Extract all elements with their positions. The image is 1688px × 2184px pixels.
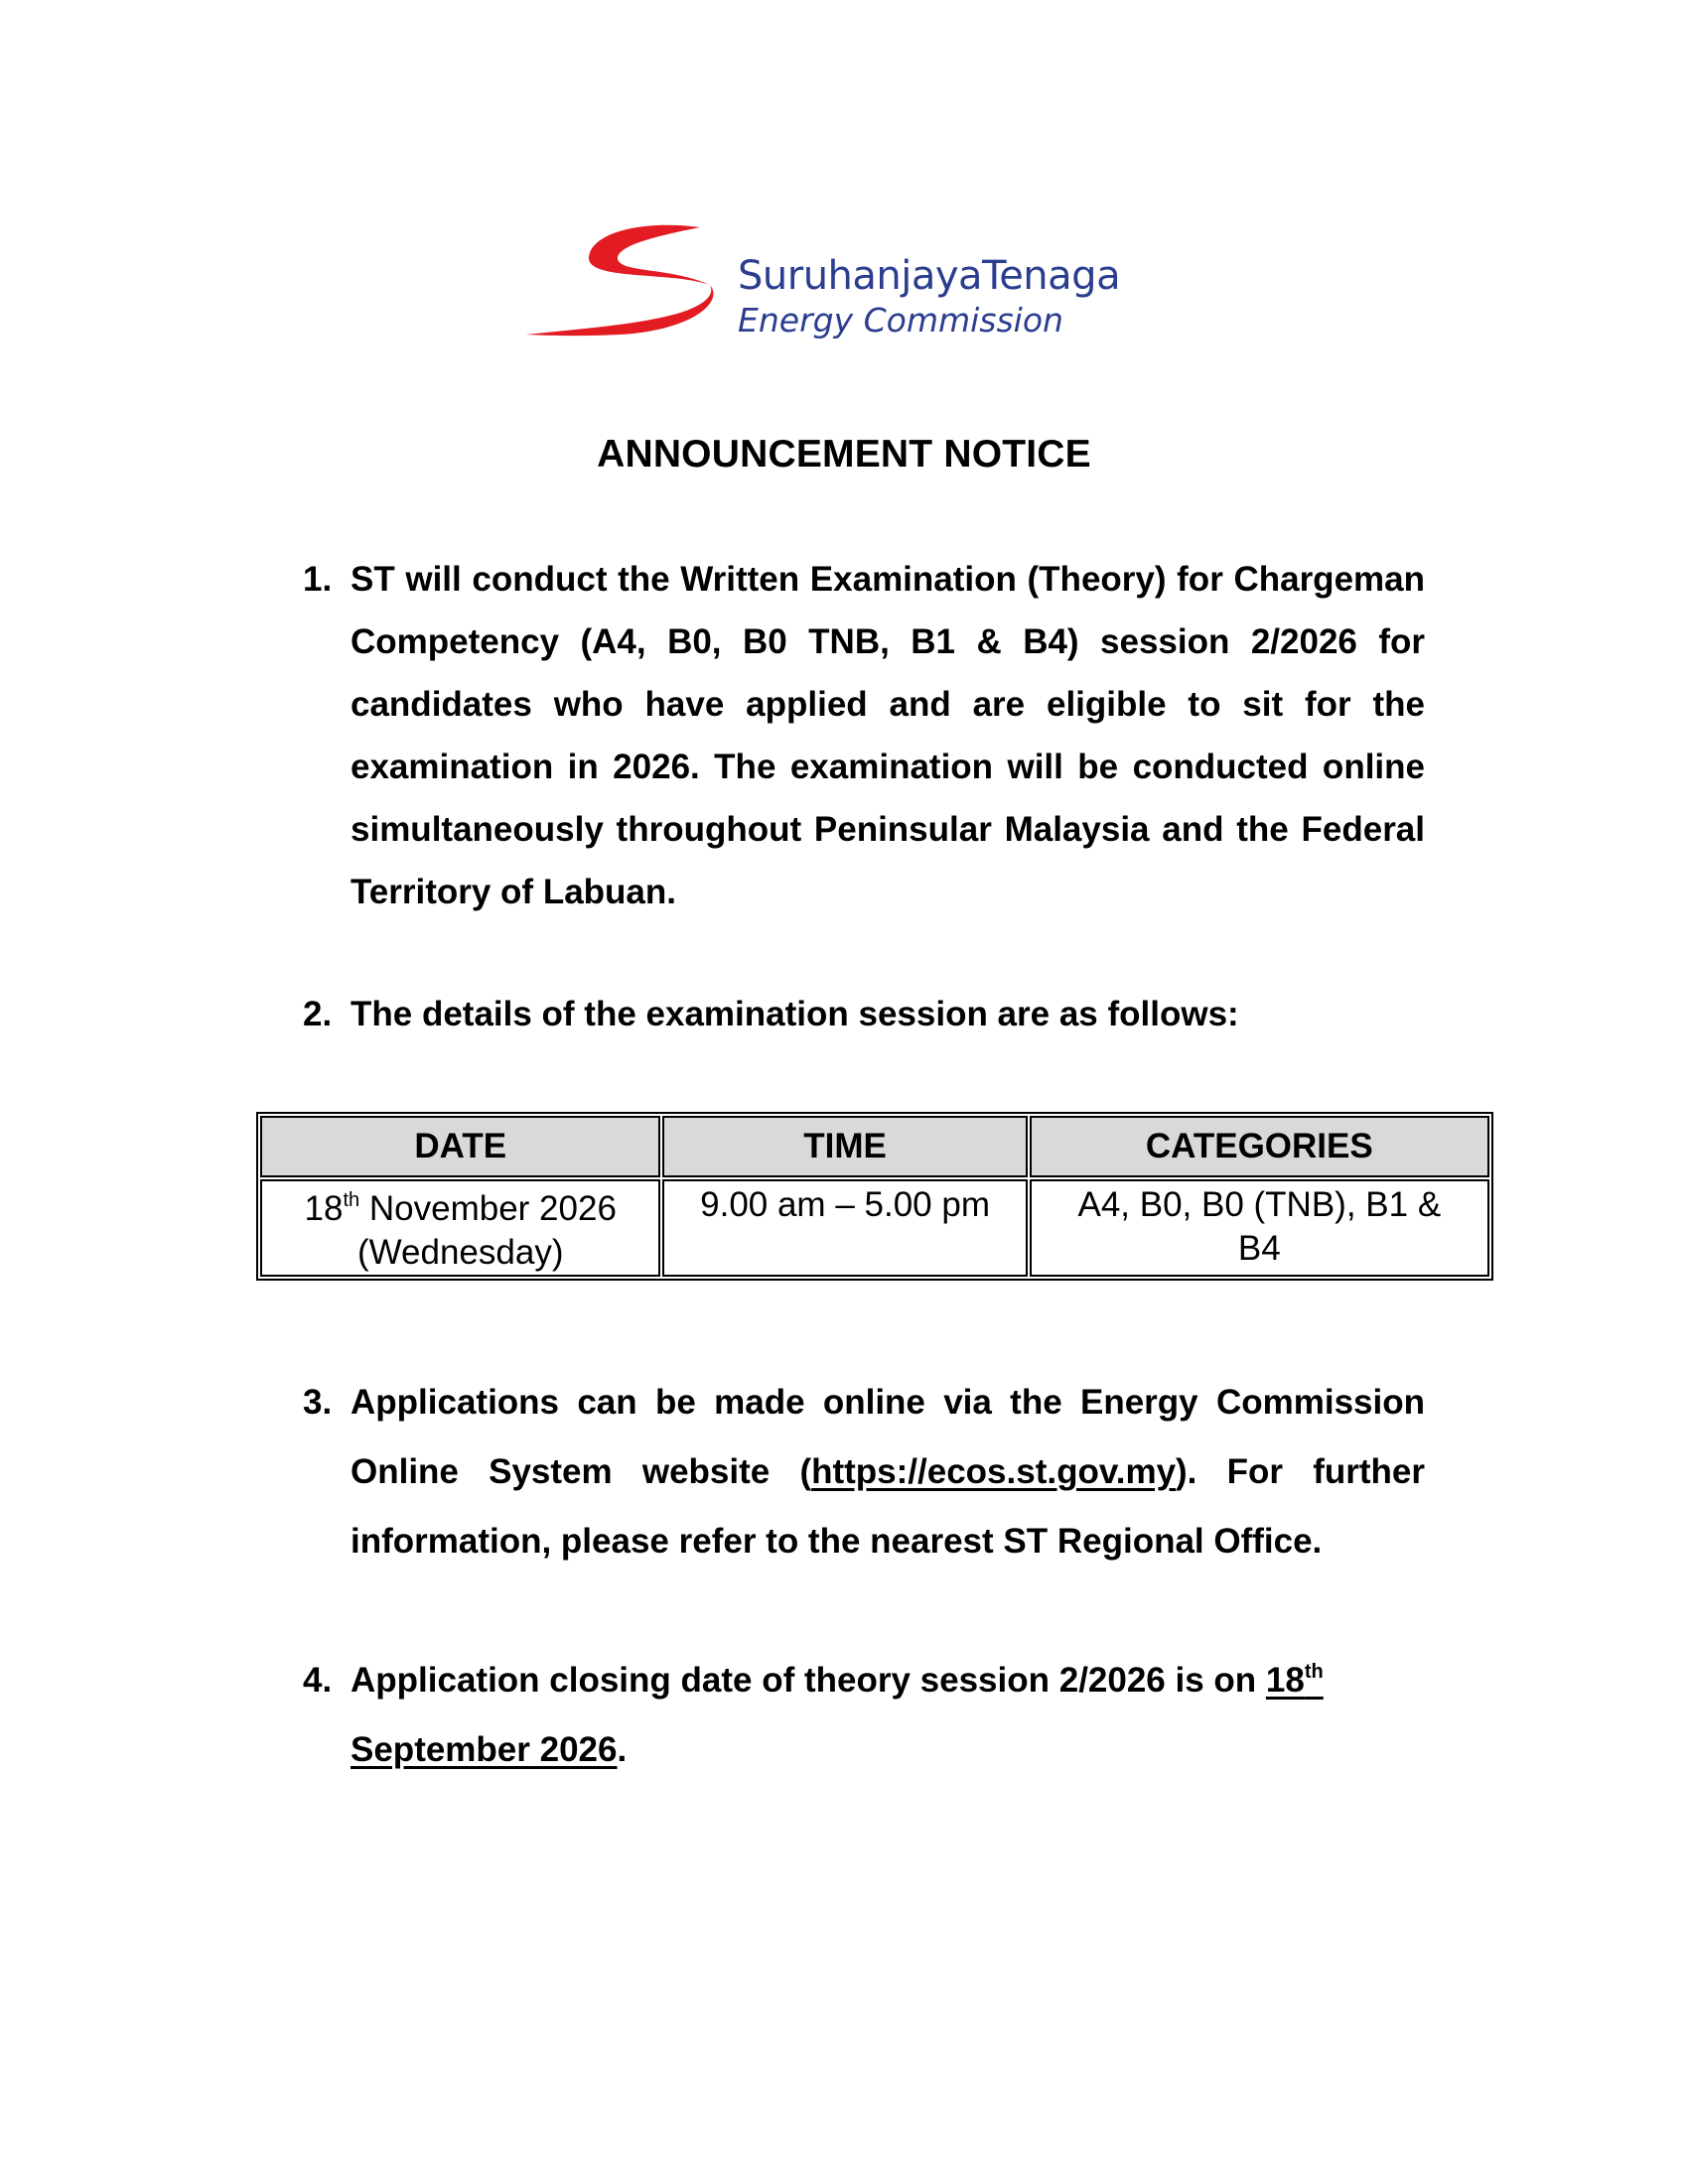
ecos-website-link[interactable]: https://ecos.st.gov.my	[811, 1452, 1177, 1491]
cell-date	[260, 1179, 660, 1277]
column-header-date: DATE	[260, 1116, 660, 1177]
item-text	[351, 1368, 1425, 1576]
item-number: 4.	[303, 1661, 333, 1700]
date-day: 18	[304, 1189, 344, 1228]
notice-item-4	[303, 1646, 1425, 1785]
item-text	[351, 1646, 1425, 1785]
item-number: 2.	[303, 995, 333, 1033]
date-month-year: November 2026	[359, 1189, 617, 1228]
date-suffix: th	[343, 1189, 360, 1211]
notice-item-1	[303, 548, 1425, 923]
swoosh-logo-icon	[521, 223, 740, 352]
logo-subtitle: Energy Commission	[738, 301, 1063, 340]
item-text: ST will conduct the Written Examination (Theory) for Chargeman Competency (A4, B0, B0 TNB, B1 & B4) session 2/2026 for candidates who have applied and are eligible to sit for the examination in 2026. The examination will be conducted online simultaneously throughout Peninsular Malaysia and the Federal Territory of Labuan.	[351, 560, 1425, 911]
page-title: ANNOUNCEMENT NOTICE	[597, 433, 1091, 476]
date-weekday: (Wednesday)	[356, 1233, 564, 1272]
item-number: 1.	[303, 560, 333, 599]
cell-time	[662, 1179, 1027, 1277]
date-line	[262, 1183, 658, 1231]
item-text-before: Application closing date of theory session 2/2026 is on	[351, 1661, 1266, 1700]
item-text-after: .	[617, 1730, 628, 1769]
energy-commission-logo	[521, 223, 1157, 352]
table-header-row	[260, 1116, 1489, 1177]
categories-line-1: A4, B0, B0 (TNB), B1 &	[1077, 1185, 1442, 1224]
column-header-time: TIME	[662, 1116, 1027, 1177]
item-text-before: Applications can be made online via the Energy Commission Online System website (	[351, 1383, 1425, 1491]
item-number: 3.	[303, 1383, 333, 1422]
categories-line-2: B4	[1237, 1229, 1281, 1268]
closing-day-suffix: th	[1304, 1661, 1324, 1683]
exam-schedule-table	[256, 1112, 1493, 1281]
notice-item-2	[303, 983, 1425, 1045]
item-text: The details of the examination session are as follows:	[351, 995, 1239, 1033]
table-row	[260, 1179, 1489, 1277]
closing-date-day	[1266, 1661, 1324, 1700]
item-text-after: ). For further information, please refer to the nearest ST Regional Office.	[351, 1452, 1426, 1561]
closing-day-number: 18	[1265, 1661, 1305, 1700]
time-range: 9.00 am – 5.00 pm	[700, 1185, 990, 1224]
column-header-categories: CATEGORIES	[1030, 1116, 1489, 1177]
notice-item-3	[303, 1368, 1425, 1576]
cell-categories	[1030, 1179, 1489, 1277]
logo-title: SuruhanjayaTenaga	[738, 253, 1121, 299]
closing-date-month-year: September 2026	[351, 1730, 618, 1769]
